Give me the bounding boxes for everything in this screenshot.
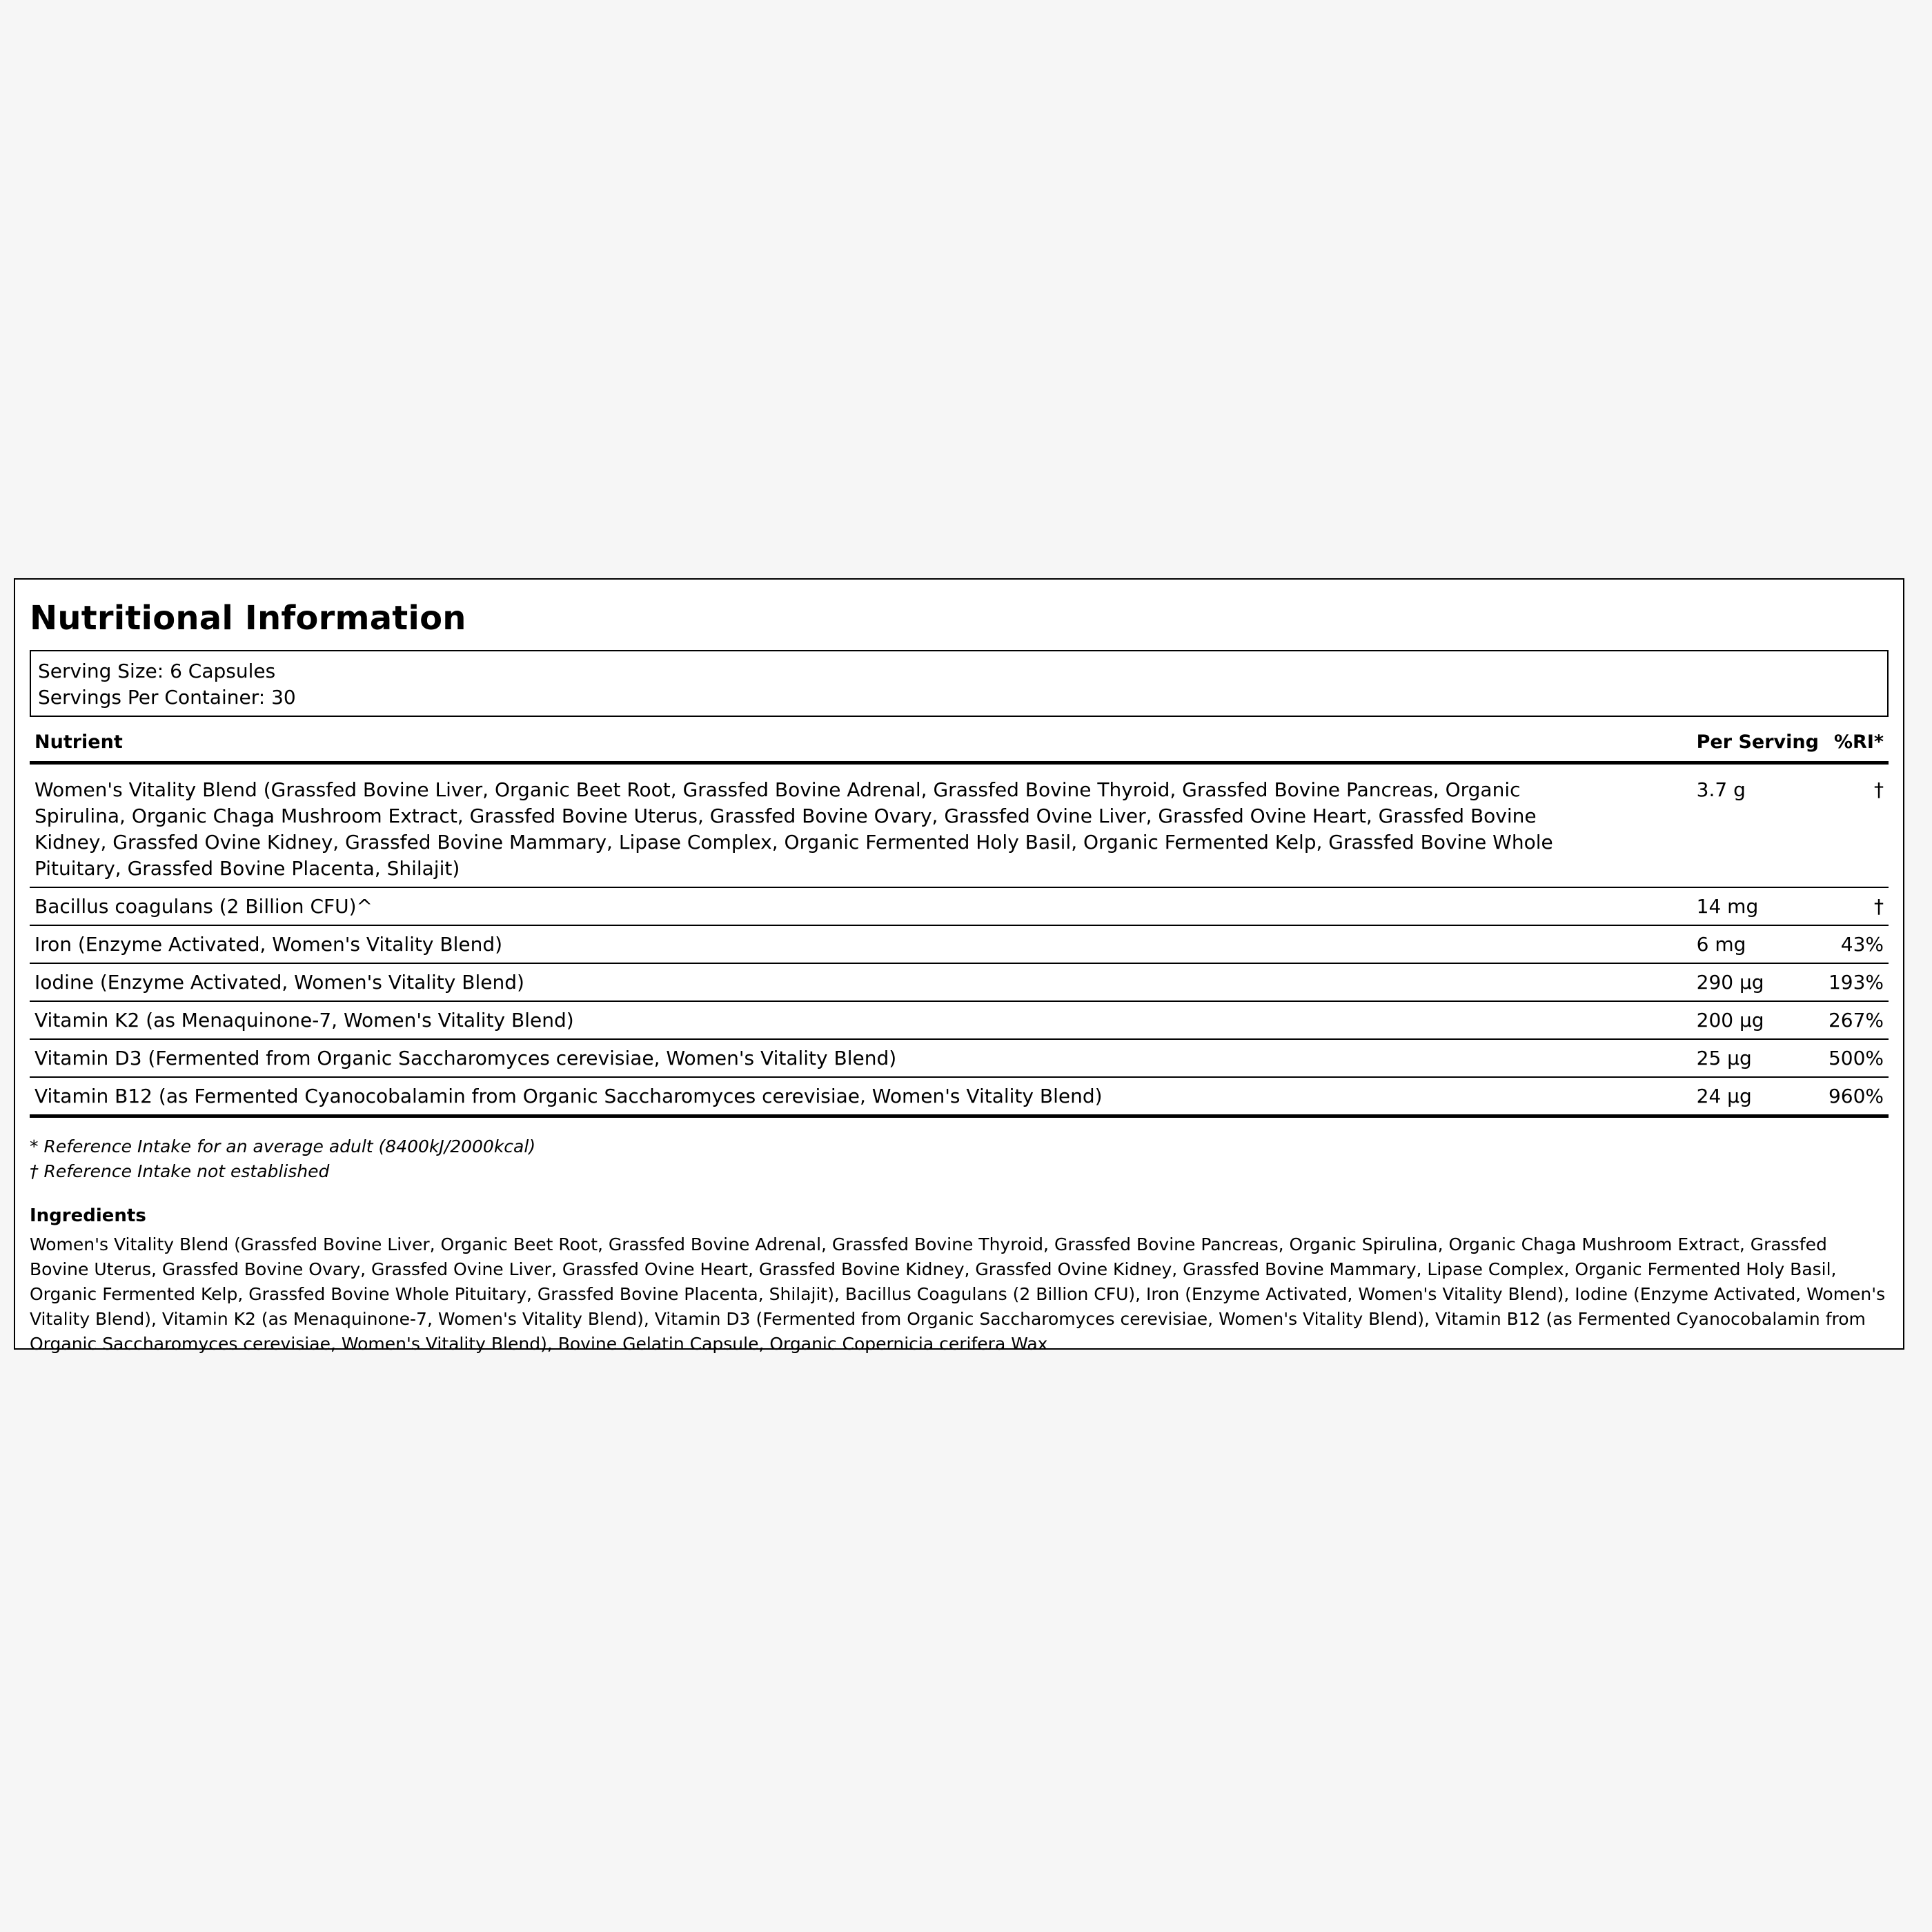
ri-value: 960% [1824,1077,1889,1116]
footnotes [30,1134,1889,1184]
ri-value: 267% [1824,1001,1889,1039]
servings-per-container: Servings Per Container: 30 [38,686,296,709]
nutrient-name: Vitamin D3 (Fermented from Organic Saccharomyces cerevisiae, Women's Vitality Blend) [30,1039,1692,1077]
nutrient-name: Iron (Enzyme Activated, Women's Vitality Blend) [30,925,1692,963]
ri-value: 500% [1824,1039,1889,1077]
nutrient-table-header-row [30,729,1889,763]
nutrition-label-panel [14,578,1904,1354]
per-serving-value: 24 µg [1692,1077,1824,1116]
table-row [30,887,1889,925]
nutrient-name: Vitamin B12 (as Fermented Cyanocobalamin from Organic Saccharomyces cerevisiae, Women's Vitality Blend) [30,1077,1692,1116]
footnote-not-established: † Reference Intake not established [30,1161,330,1181]
footnote-reference-intake: * Reference Intake for an average adult (8400kJ/2000kcal) [30,1136,536,1156]
table-row [30,763,1889,888]
nutrient-name: Women's Vitality Blend (Grassfed Bovine Liver, Organic Beet Root, Grassfed Bovine Adrenal, Grassfed Bovine Thyroid, Grassfed Bovine Pancreas, Organic Spirulina, Organic Chaga Mushroom Extract, Grassfed Bovine Uterus, Grassfed Bovine Ovary, Grassfed Ovine Liver, Grassfed Ovine Heart, Grassfed Bovine Kidney, Grassfed Ovine Kidney, Grassfed Bovine Mammary, Lipase Complex, Organic Fermented Holy Basil, Organic Fermented Kelp, Grassfed Bovine Whole Pituitary, Grassfed Bovine Placenta, Shilajit) [30,763,1692,888]
per-serving-value: 6 mg [1692,925,1824,963]
serving-size: Serving Size: 6 Capsules [38,660,276,682]
ingredients-text: Women's Vitality Blend (Grassfed Bovine Liver, Organic Beet Root, Grassfed Bovine Adrenal, Grassfed Bovine Thyroid, Grassfed Bovine Pancreas, Organic Spirulina, Organic Chaga Mushroom Extract, Grassfed Bovine Uterus, Grassfed Bovine Ovary, Grassfed Ovine Liver, Grassfed Ovine Heart, Grassfed Bovine Kidney, Grassfed Ovine Kidney, Grassfed Bovine Mammary, Lipase Complex, Organic Fermented Holy Basil, Organic Fermented Kelp, Grassfed Bovine Whole Pituitary, Grassfed Bovine Placenta, Shilajit), Bacillus Coagulans (2 Billion CFU), Iron (Enzyme Activated, Women's Vitality Blend), Iodine (Enzyme Activated, Women's Vitality Blend), Vitamin K2 (as Menaquinone-7, Women's Vitality Blend), Vitamin D3 (Fermented from Organic Saccharomyces cerevisiae, Women's Vitality Blend), Vitamin B12 (as Fermented Cyanocobalamin from Organic Saccharomyces cerevisiae, Women's Vitality Blend), Bovine Gelatin Capsule, Organic Copernicia cerifera Wax [30,1234,1886,1354]
nutrient-name: Vitamin K2 (as Menaquinone-7, Women's Vitality Blend) [30,1001,1692,1039]
table-row [30,1077,1889,1116]
table-row [30,925,1889,963]
ri-value: † [1824,763,1889,888]
header-nutrient: Nutrient [30,729,1692,763]
table-row [30,1001,1889,1039]
ri-value: 43% [1824,925,1889,963]
nutrient-name: Iodine (Enzyme Activated, Women's Vitality Blend) [30,963,1692,1001]
per-serving-value: 14 mg [1692,887,1824,925]
ri-value: 193% [1824,963,1889,1001]
per-serving-value: 25 µg [1692,1039,1824,1077]
table-row [30,1039,1889,1077]
per-serving-value: 290 µg [1692,963,1824,1001]
header-per-serving: Per Serving [1692,729,1824,763]
nutrient-table [30,729,1889,1118]
table-row [30,963,1889,1001]
label-title: Nutritional Information [30,599,466,638]
nutrient-name: Bacillus coagulans (2 Billion CFU)^ [30,887,1692,925]
per-serving-value: 3.7 g [1692,763,1824,888]
per-serving-value: 200 µg [1692,1001,1824,1039]
ri-value: † [1824,887,1889,925]
ingredients-heading: Ingredients [30,1205,146,1226]
header-ri: %RI* [1824,729,1889,763]
serving-info-box [30,650,1889,717]
